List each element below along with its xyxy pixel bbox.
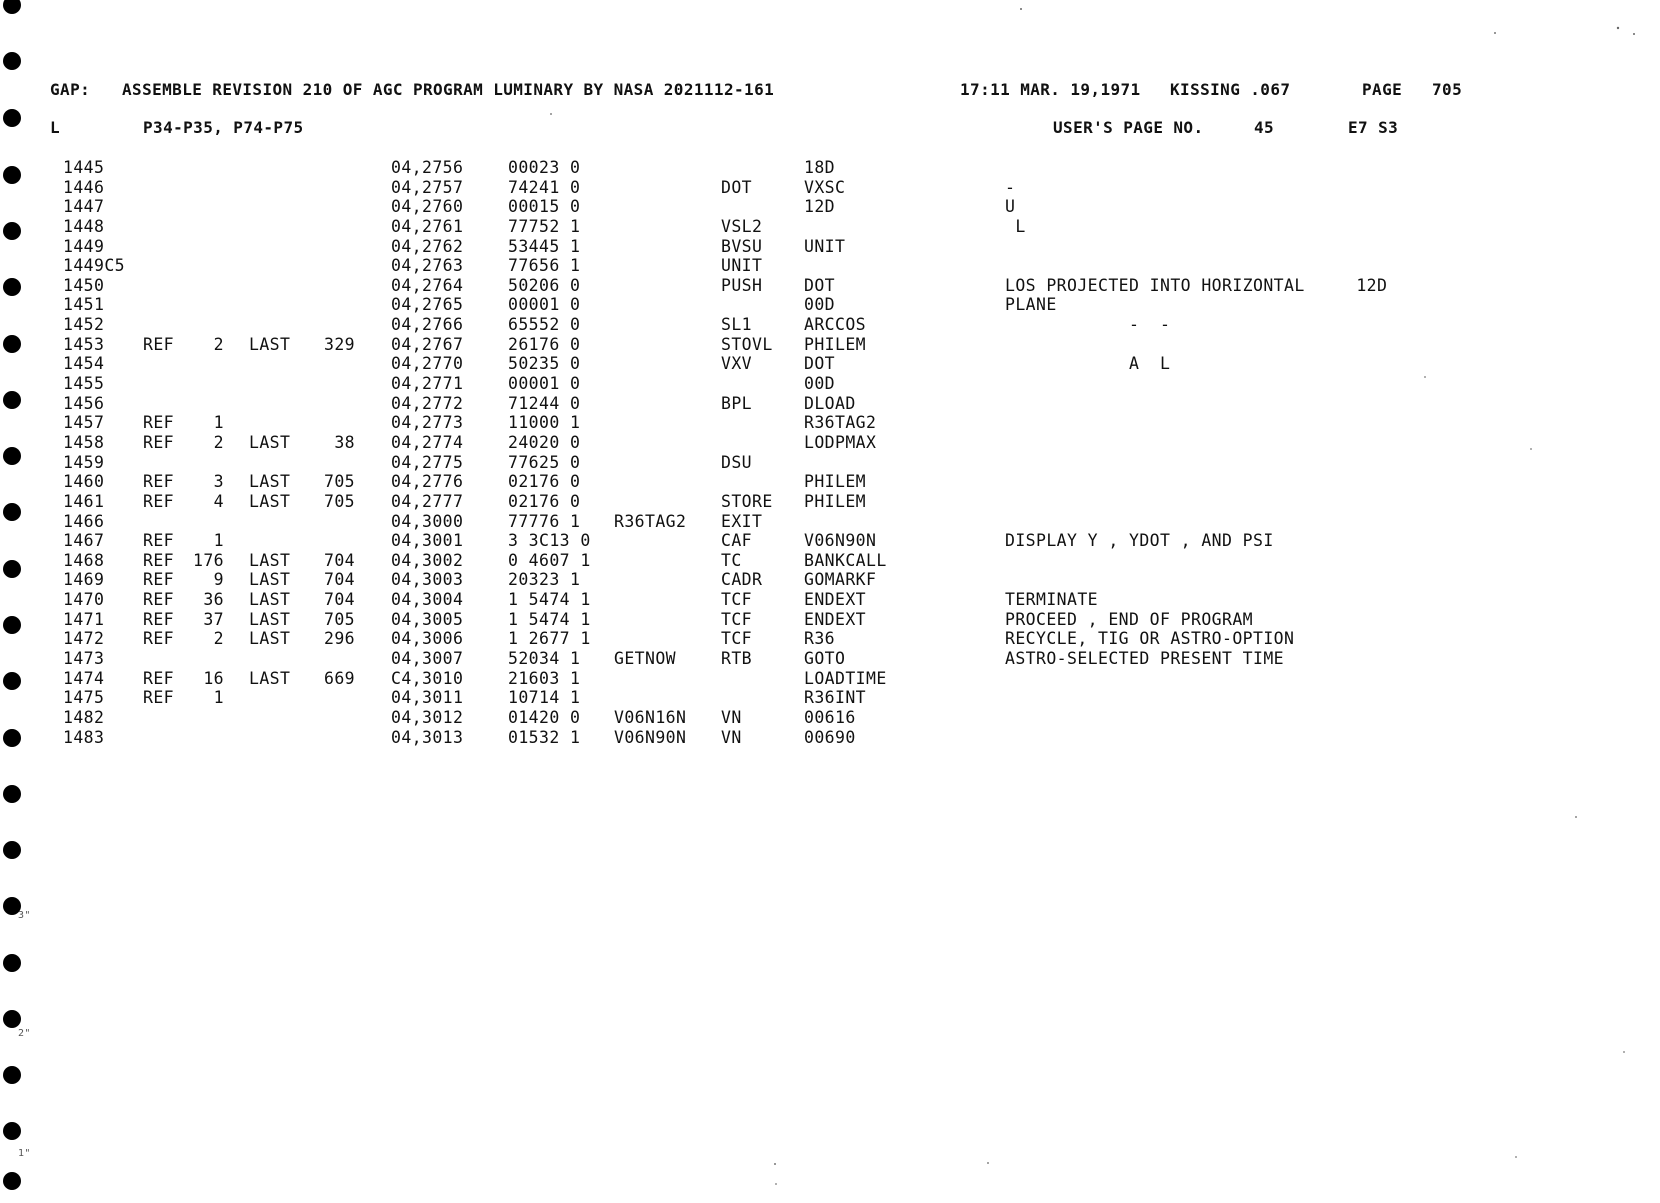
operand: 18D (804, 158, 836, 177)
operand: GOMARKF (804, 570, 877, 590)
octal-word: 3 3C13 0 (508, 531, 591, 551)
header-page-number: 705 (1432, 80, 1463, 99)
octal-word: 01420 0 (508, 707, 581, 727)
listing-row (0, 492, 1660, 512)
octal-word: 02176 0 (508, 491, 581, 511)
opcode: TCF (721, 590, 753, 610)
address: 04,3003 (391, 570, 464, 590)
comment: LOS PROJECTED INTO HORIZONTAL 12D (1005, 275, 1388, 295)
line-number: 1470 (63, 590, 105, 610)
ref-keyword: REF (143, 590, 175, 610)
listing-row (0, 590, 1660, 610)
listing-row (0, 276, 1660, 296)
octal-word: 77656 1 (508, 256, 581, 276)
octal-word: 53445 1 (508, 236, 581, 256)
opcode: VN (721, 727, 742, 747)
octal-word: 10714 1 (508, 688, 581, 708)
ref-keyword: REF (143, 334, 175, 354)
operand: ARCCOS (804, 315, 867, 335)
line-number: 1449C5 (63, 256, 126, 276)
listing-row (0, 512, 1660, 532)
listing-row (0, 610, 1660, 630)
last-page: 296 (323, 629, 355, 649)
line-number: 1447 (63, 197, 105, 217)
last-page: 705 (323, 472, 355, 492)
user-page-number: 45 (1254, 118, 1275, 137)
line-number: 1461 (63, 491, 105, 511)
opcode: BVSU (721, 236, 763, 256)
ref-count: 4 (213, 491, 224, 511)
ref-keyword: REF (143, 413, 175, 433)
last-keyword: LAST (249, 550, 291, 570)
line-number: 1458 (63, 432, 105, 452)
comment: - - (1005, 315, 1171, 335)
line-number: 1456 (63, 393, 105, 413)
subheader-marker: L (50, 118, 61, 137)
octal-word: 1 2677 1 (508, 629, 591, 649)
line-number: 1457 (63, 413, 105, 433)
header-timestamp: 17:11 MAR. 19,1971 (960, 80, 1141, 99)
comment: U (1005, 197, 1016, 217)
opcode: STOVL (721, 334, 773, 354)
operand: BANKCALL (804, 550, 887, 570)
opcode: STORE (721, 491, 773, 511)
operand: 00690 (804, 727, 856, 747)
octal-word: 11000 1 (508, 413, 581, 433)
opcode: DSU (721, 452, 753, 472)
octal-word: 77752 1 (508, 216, 581, 236)
ref-keyword: REF (143, 629, 175, 649)
ref-keyword: REF (143, 688, 175, 708)
line-number: 1450 (63, 275, 105, 295)
comment: PLANE (1005, 295, 1057, 315)
line-number: 1471 (63, 609, 105, 629)
listing-row (0, 669, 1660, 689)
address: 04,3004 (391, 590, 464, 610)
address: 04,2762 (391, 236, 464, 256)
address: 04,3005 (391, 609, 464, 629)
ref-count: 2 (213, 334, 224, 354)
symbol-label: V06N90N (614, 727, 687, 747)
line-number: 1455 (63, 374, 105, 394)
address: 04,2761 (391, 216, 464, 236)
user-page-label: USER'S PAGE NO. (1053, 118, 1204, 137)
octal-word: 01532 1 (508, 727, 581, 747)
comment: RECYCLE, TIG OR ASTRO-OPTION (1005, 629, 1295, 649)
octal-word: 00001 0 (508, 374, 581, 394)
operand: PHILEM (804, 491, 867, 511)
listing-row (0, 315, 1660, 335)
operand: PHILEM (804, 472, 867, 492)
operand: DLOAD (804, 393, 856, 413)
header-kissing: KISSING .067 (1170, 80, 1291, 99)
address: 04,2767 (391, 334, 464, 354)
operand: 12D (804, 197, 836, 217)
address: 04,2756 (391, 158, 464, 177)
address: 04,2771 (391, 374, 464, 394)
last-page: 38 (334, 432, 355, 452)
operand: LOADTIME (804, 668, 887, 688)
operand: ENDEXT (804, 590, 867, 610)
operand: R36INT (804, 688, 867, 708)
listing-row (0, 394, 1660, 414)
ref-count: 16 (203, 668, 224, 688)
address: 04,2765 (391, 295, 464, 315)
header-page-label: PAGE (1362, 80, 1403, 99)
line-number: 1475 (63, 688, 105, 708)
operand: UNIT (804, 236, 846, 256)
opcode: PUSH (721, 275, 763, 295)
ref-keyword: REF (143, 491, 175, 511)
comment: L (1005, 216, 1026, 236)
comment: DISPLAY Y , YDOT , AND PSI (1005, 531, 1274, 551)
listing-row (0, 453, 1660, 473)
octal-word: 77776 1 (508, 511, 581, 531)
line-number: 1483 (63, 727, 105, 747)
address: 04,3001 (391, 531, 464, 551)
listing-row (0, 433, 1660, 453)
ref-keyword: REF (143, 432, 175, 452)
listing-row (0, 335, 1660, 355)
last-keyword: LAST (249, 570, 291, 590)
octal-word: 71244 0 (508, 393, 581, 413)
octal-word: 77625 0 (508, 452, 581, 472)
comment: PROCEED , END OF PROGRAM (1005, 609, 1254, 629)
address: 04,3000 (391, 511, 464, 531)
listing-row (0, 217, 1660, 237)
ref-keyword: REF (143, 531, 175, 551)
address: 04,2763 (391, 256, 464, 276)
address: 04,3002 (391, 550, 464, 570)
opcode: VXV (721, 354, 753, 374)
opcode: CAF (721, 531, 753, 551)
line-number: 1472 (63, 629, 105, 649)
line-number: 1449 (63, 236, 105, 256)
address: 04,3011 (391, 688, 464, 708)
octal-word: 50235 0 (508, 354, 581, 374)
ref-count: 3 (213, 472, 224, 492)
listing-row (0, 374, 1660, 394)
last-page: 705 (323, 491, 355, 511)
octal-word: 1 5474 1 (508, 609, 591, 629)
ref-keyword: REF (143, 550, 175, 570)
line-number: 1482 (63, 707, 105, 727)
symbol-label: R36TAG2 (614, 511, 687, 531)
ref-count: 1 (213, 531, 224, 551)
last-keyword: LAST (249, 491, 291, 511)
header-gap-label: GAP: (50, 80, 91, 99)
listing-row (0, 531, 1660, 551)
line-number: 1453 (63, 334, 105, 354)
listing-row (0, 256, 1660, 276)
line-number: 1454 (63, 354, 105, 374)
last-page: 669 (323, 668, 355, 688)
opcode: BPL (721, 393, 753, 413)
listing-row (0, 708, 1660, 728)
line-number: 1466 (63, 511, 105, 531)
ref-count: 9 (213, 570, 224, 590)
operand: R36 (804, 629, 836, 649)
listing-row (0, 295, 1660, 315)
symbol-label: GETNOW (614, 649, 677, 669)
octal-word: 02176 0 (508, 472, 581, 492)
margin-mark: 1" (18, 1148, 31, 1159)
sheet-code: E7 S3 (1348, 118, 1399, 137)
line-number: 1459 (63, 452, 105, 472)
address: 04,2757 (391, 177, 464, 197)
octal-word: 0 4607 1 (508, 550, 591, 570)
operand: DOT (804, 275, 836, 295)
line-number: 1469 (63, 570, 105, 590)
header-title: ASSEMBLE REVISION 210 OF AGC PROGRAM LUMINARY BY NASA 2021112-161 (122, 80, 775, 99)
octal-word: 65552 0 (508, 315, 581, 335)
operand: 00D (804, 374, 836, 394)
address: 04,2776 (391, 472, 464, 492)
last-page: 329 (323, 334, 355, 354)
address: 04,2774 (391, 432, 464, 452)
listing-row (0, 237, 1660, 257)
listing-row (0, 413, 1660, 433)
address: 04,2770 (391, 354, 464, 374)
comment: TERMINATE (1005, 590, 1099, 610)
comment: ASTRO-SELECTED PRESENT TIME (1005, 649, 1285, 669)
last-keyword: LAST (249, 334, 291, 354)
opcode: VSL2 (721, 216, 763, 236)
opcode: CADR (721, 570, 763, 590)
octal-word: 00001 0 (508, 295, 581, 315)
address: 04,2766 (391, 315, 464, 335)
opcode: RTB (721, 649, 753, 669)
listing-row (0, 158, 1660, 178)
octal-word: 50206 0 (508, 275, 581, 295)
ref-count: 2 (213, 629, 224, 649)
line-number: 1448 (63, 216, 105, 236)
last-keyword: LAST (249, 432, 291, 452)
address: 04,3006 (391, 629, 464, 649)
opcode: TCF (721, 629, 753, 649)
address: 04,2772 (391, 393, 464, 413)
line-number: 1467 (63, 531, 105, 551)
line-number: 1445 (63, 158, 105, 177)
ref-count: 176 (192, 550, 224, 570)
listing-row (0, 197, 1660, 217)
listing-row (0, 728, 1660, 748)
address: 04,3007 (391, 649, 464, 669)
last-keyword: LAST (249, 668, 291, 688)
octal-word: 00023 0 (508, 158, 581, 177)
listing-row (0, 472, 1660, 492)
line-number: 1460 (63, 472, 105, 492)
line-number: 1473 (63, 649, 105, 669)
listing-row (0, 354, 1660, 374)
listing-row (0, 649, 1660, 669)
listing-row (0, 551, 1660, 571)
ref-count: 37 (203, 609, 224, 629)
octal-word: 24020 0 (508, 432, 581, 452)
operand: PHILEM (804, 334, 867, 354)
ref-keyword: REF (143, 472, 175, 492)
octal-word: 00015 0 (508, 197, 581, 217)
opcode: VN (721, 707, 742, 727)
ref-count: 1 (213, 688, 224, 708)
last-keyword: LAST (249, 472, 291, 492)
last-page: 704 (323, 590, 355, 610)
line-number: 1451 (63, 295, 105, 315)
ref-keyword: REF (143, 609, 175, 629)
symbol-label: V06N16N (614, 707, 687, 727)
address: 04,3012 (391, 707, 464, 727)
opcode: UNIT (721, 256, 763, 276)
last-keyword: LAST (249, 629, 291, 649)
comment: - (1005, 177, 1016, 197)
listing-row (0, 629, 1660, 649)
address: 04,2764 (391, 275, 464, 295)
line-number: 1452 (63, 315, 105, 335)
last-keyword: LAST (249, 609, 291, 629)
opcode: DOT (721, 177, 753, 197)
operand: 00616 (804, 707, 856, 727)
assembly-listing (0, 158, 1660, 747)
operand: VXSC (804, 177, 846, 197)
address: 04,2775 (391, 452, 464, 472)
margin-mark: 2" (18, 1028, 31, 1039)
line-number: 1474 (63, 668, 105, 688)
listing-row (0, 178, 1660, 198)
octal-word: 20323 1 (508, 570, 581, 590)
operand: GOTO (804, 649, 846, 669)
octal-word: 1 5474 1 (508, 590, 591, 610)
last-page: 704 (323, 550, 355, 570)
octal-word: 74241 0 (508, 177, 581, 197)
address: 04,2760 (391, 197, 464, 217)
address: 04,3013 (391, 727, 464, 747)
ref-keyword: REF (143, 570, 175, 590)
operand: DOT (804, 354, 836, 374)
opcode: TC (721, 550, 742, 570)
ref-keyword: REF (143, 668, 175, 688)
octal-word: 26176 0 (508, 334, 581, 354)
line-number: 1468 (63, 550, 105, 570)
opcode: EXIT (721, 511, 763, 531)
ref-count: 2 (213, 432, 224, 452)
operand: 00D (804, 295, 836, 315)
last-page: 704 (323, 570, 355, 590)
last-keyword: LAST (249, 590, 291, 610)
operand: V06N90N (804, 531, 877, 551)
ref-count: 36 (203, 590, 224, 610)
ref-count: 1 (213, 413, 224, 433)
address: C4,3010 (391, 668, 464, 688)
listing-row (0, 570, 1660, 590)
line-number: 1446 (63, 177, 105, 197)
margin-mark: 3" (18, 910, 31, 921)
section-title: P34-P35, P74-P75 (143, 118, 304, 137)
operand: LODPMAX (804, 432, 877, 452)
last-page: 705 (323, 609, 355, 629)
opcode: TCF (721, 609, 753, 629)
comment: A L (1005, 354, 1171, 374)
address: 04,2773 (391, 413, 464, 433)
operand: R36TAG2 (804, 413, 877, 433)
address: 04,2777 (391, 491, 464, 511)
operand: ENDEXT (804, 609, 867, 629)
octal-word: 21603 1 (508, 668, 581, 688)
octal-word: 52034 1 (508, 649, 581, 669)
opcode: SL1 (721, 315, 753, 335)
listing-row (0, 688, 1660, 708)
